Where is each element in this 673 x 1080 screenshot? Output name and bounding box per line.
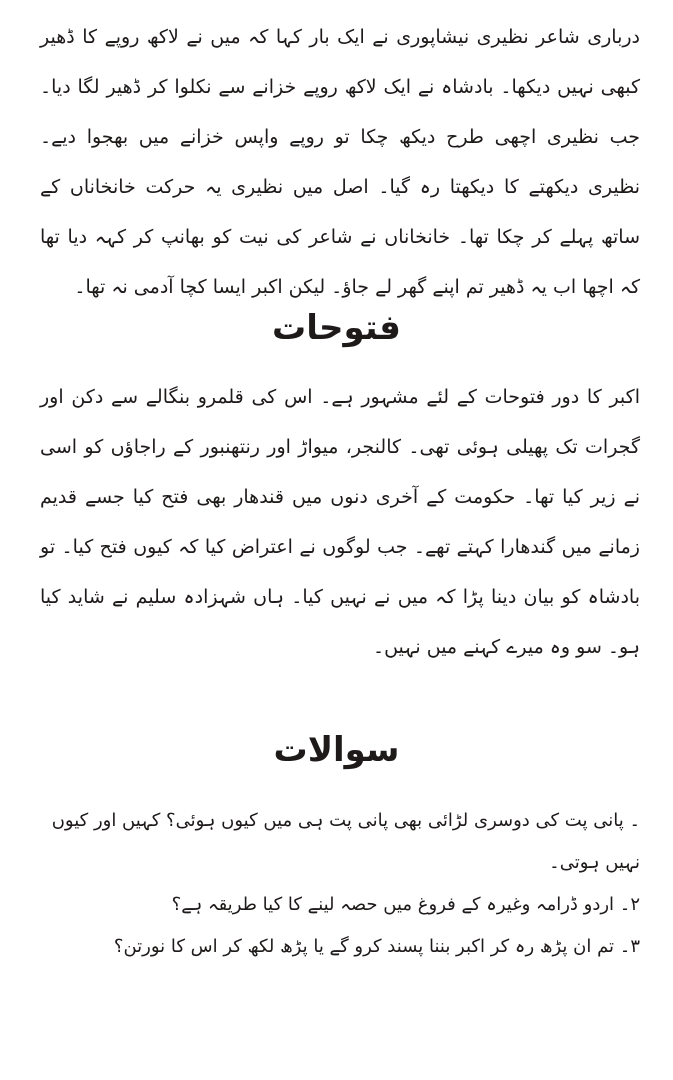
conquests-heading: فتوحات bbox=[272, 308, 401, 348]
conquests-text: اکبر کا دور فتوحات کے لئے مشہور ہے۔ اس کی قلمرو بنگالے سے دکن اور گجرات تک پھیلی ہوئی تھی۔ کالنجر، میواڑ اور رنتھنبور کے راجاؤں کو اسی نے زیر کیا تھا۔ حکومت کے آخری دنوں میں قندھار بھی فتح کیا جسے قدیم زمانے میں گندھارا کہتے تھے۔ جب لوگوں نے اعتراض کیا کہ کیوں فتح کیا۔ تو بادشاہ کو بیان دینا پڑا کہ میں نے نہیں کیا۔ ہاں شہزادہ سلیم نے شاید کیا ہو۔ سو وہ میرے کہنے میں نہیں۔ bbox=[40, 386, 640, 658]
question-item: ۳۔ تم ان پڑھ رہ کر اکبر بننا پسند کرو گے یا پڑھ لکھ کر اس کا نورتن؟ bbox=[113, 936, 640, 957]
intro-text: درباری شاعر نظیری نیشاپوری نے ایک بار کہا کہ میں نے لاکھ روپے کا ڈھیر کبھی نہیں دیکھا۔ بادشاہ نے ایک لاکھ روپے خزانے سے نکلوا کر ڈھیر لگا دیا۔ جب نظیری اچھی طرح دیکھ چکا تو روپے واپس خزانے میں بھجوا دیے۔ نظیری دیکھتے کا دیکھتا رہ گیا۔ اصل میں نظیری یہ حرکت خانخاناں کے ساتھ پہلے کر چکا تھا۔ خانخاناں نے شاعر کی نیت کو بھانپ کر کہہ دیا تھا کہ اچھا اب یہ ڈھیر تم اپنے گھر لے جاؤ۔ لیکن اکبر ایسا کچا آدمی نہ تھا۔ bbox=[40, 26, 640, 298]
question-item: ۲۔ اردو ڈرامہ وغیرہ کے فروغ میں حصہ لینے کا کیا طریقہ ہے؟ bbox=[171, 894, 640, 915]
intro-paragraph bbox=[40, 12, 640, 312]
questions-list bbox=[40, 800, 640, 968]
questions-heading: سوالات bbox=[273, 730, 400, 770]
question-item: ۔ پانی پت کی دوسری لڑائی بھی پانی پت ہی میں کیوں ہوئی؟ کہیں اور کیوں نہیں ہوتی۔ bbox=[51, 810, 640, 873]
conquests-paragraph bbox=[40, 372, 640, 672]
